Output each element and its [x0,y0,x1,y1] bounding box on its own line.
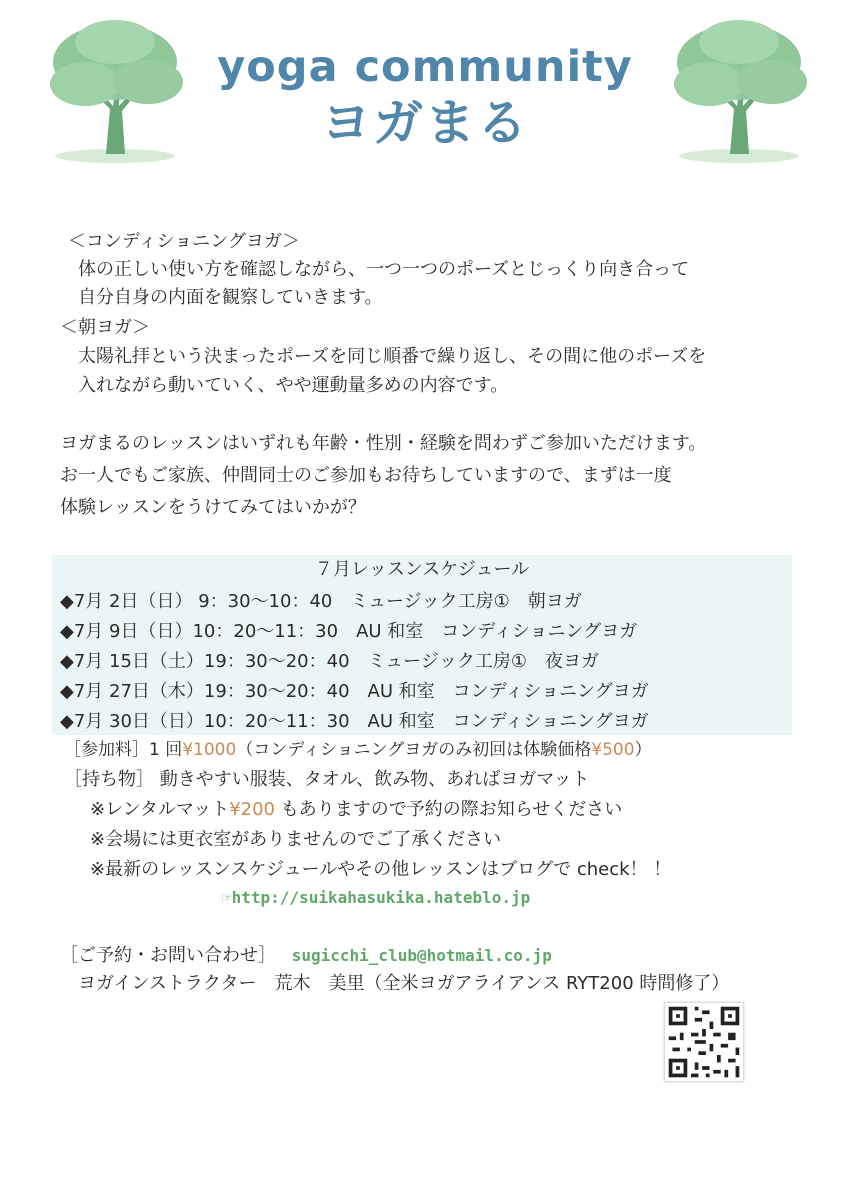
fee-close: ） [634,740,652,760]
intro-line: ヨガまるのレッスンはいずれも年齢・性別・経験を問わずご参加いただけます。 [60,433,707,454]
schedule-item: ◆7月 27日（木）19：30～20：40 AU 和室 コンディショニングヨガ [60,681,649,702]
belongings-line: ［持ち物］ 動きやすい服装、タオル、飲み物、あればヨガマット [64,769,590,790]
trial-price: ¥500 [591,740,635,760]
schedule-item: ◆7月 9日（日）10：20～11：30 AU 和室 コンディショニングヨガ [60,621,638,642]
intro-line: 体験レッスンをうけてみてはいかが？ [60,497,366,518]
title-english: yoga community [217,42,633,92]
morning-desc-line: 入れながら動いていく、やや運動量多めの内容です。 [78,375,509,396]
fee-label: ［参加料］1 回 [64,740,183,760]
fee-price: ¥1000 [182,740,237,760]
rental-text: もありますので予約の際お知らせください [275,799,623,820]
conditioning-desc-line: 自分自身の内面を観察していきます。 [78,287,383,308]
rental-note [90,796,622,824]
intro-line: お一人でもご家族、仲間同士のご参加もお待ちしていますので、まずは一度 [60,465,672,486]
contact-email-link[interactable]: sugicchi_club@hotmail.co.jp [291,946,552,965]
morning-desc-line: 太陽礼拝という決まったポーズを同じ順番で繰り返し、その間に他のポーズを [78,346,707,367]
blog-link[interactable]: ☞http://suikahasukika.hateblo.jp [222,888,531,907]
instructor-line: ヨガインストラクター 荒木 美里（全米ヨガアライアンス RYT200 時間修了） [78,973,730,994]
title-japanese: ヨガまる [321,94,529,152]
tree-illustration-left [40,14,190,164]
schedule-item: ◆7月 15日（土）19：30～20：40 ミュージック工房① 夜ヨガ [60,651,599,672]
morning-heading: ＜朝ヨガ＞ [60,317,150,338]
schedule-item: ◆7月 2日（日） 9：30～10：40 ミュージック工房① 朝ヨガ [60,591,582,612]
schedule-item: ◆7月 30日（日）10：20～11：30 AU 和室 コンディショニングヨガ [60,711,649,732]
fee-note: （コンディショニングヨガのみ初回は体験価格 [236,740,592,760]
schedule-title: ７月レッスンスケジュール [314,559,530,580]
fee-line [64,736,652,764]
tree-illustration-right [664,14,814,164]
qr-code[interactable] [664,1002,744,1082]
conditioning-heading: ＜コンディショニングヨガ＞ [68,231,300,252]
conditioning-desc-line: 体の正しい使い方を確認しながら、一つ一つのポーズとじっくり向き合って [78,259,690,280]
blog-note: ※最新のレッスンスケジュールやその他レッスンはブログで check！ ！ [90,859,672,880]
rental-price: ¥200 [229,799,276,820]
contact-label: ［ご予約・お問い合わせ］ [60,945,276,966]
qr-code-icon [665,1003,743,1081]
contact-line [60,942,552,970]
changing-room-note: ※会場には更衣室がありませんのでご了承ください [90,829,502,850]
rental-label: ※レンタルマット [90,799,230,820]
